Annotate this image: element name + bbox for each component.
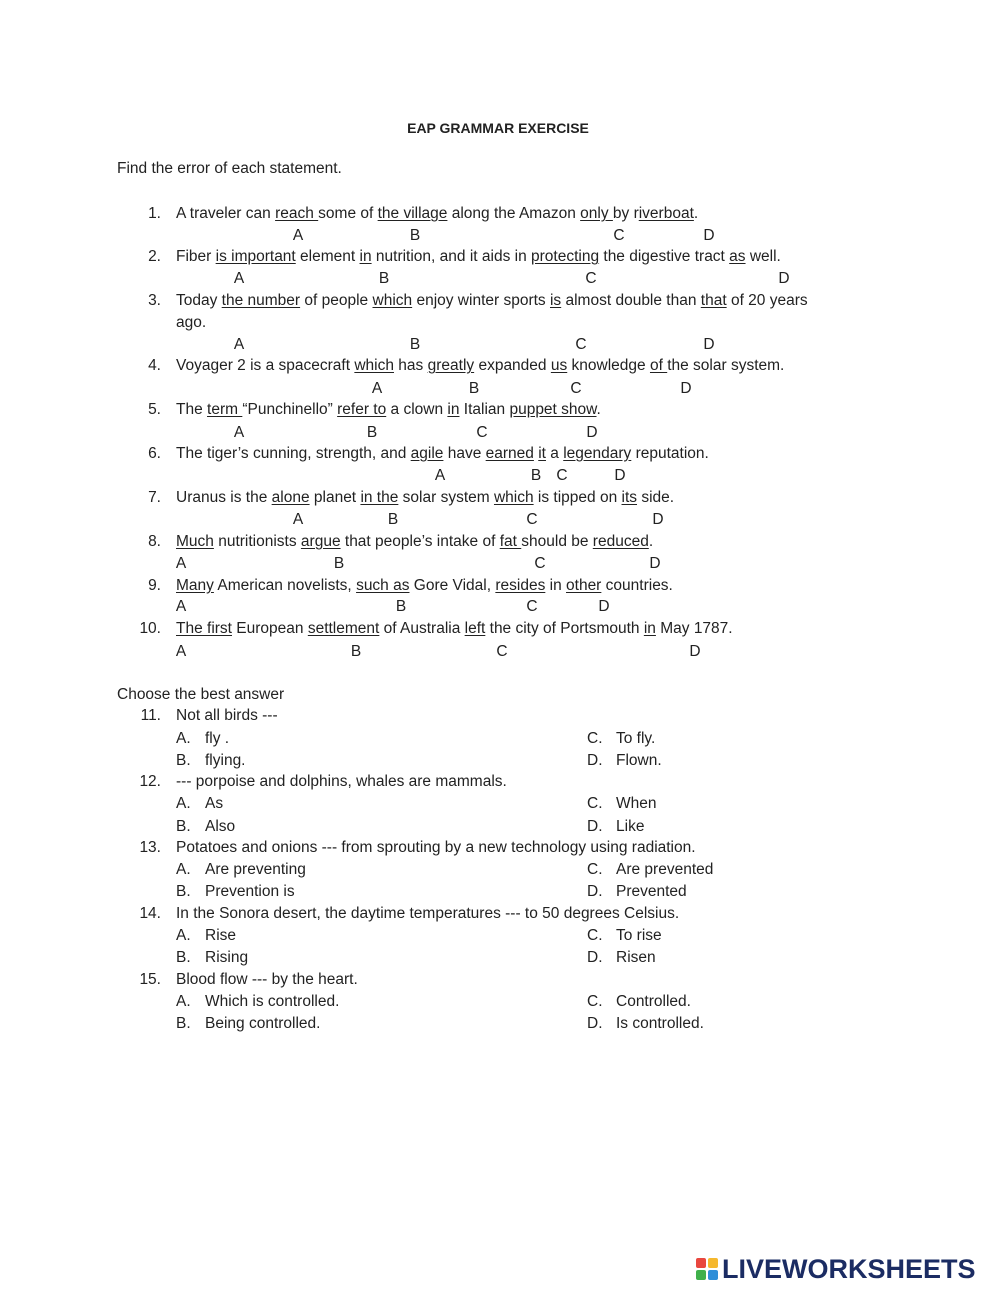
option-letter: A. (176, 795, 191, 812)
text-segment: “Punchinello” (242, 401, 338, 418)
underlined-segment: The first (176, 620, 232, 637)
text-segment: element (295, 248, 360, 265)
underlined-segment: puppet show (509, 401, 597, 418)
choice-letter[interactable]: B (409, 336, 421, 353)
text-segment: has (394, 357, 428, 374)
choice-letter[interactable]: B (395, 598, 407, 615)
option-letter: C. (587, 795, 603, 812)
item-number: 7. (148, 489, 161, 506)
choice-letter[interactable]: C (534, 555, 546, 572)
option-text: Are preventing (205, 861, 306, 878)
option-text: To rise (616, 927, 662, 944)
choice-letter[interactable]: A (434, 467, 446, 484)
text-segment: knowledge (567, 357, 650, 374)
option-letter: D. (587, 949, 603, 966)
option-letter: B. (176, 752, 191, 769)
statement-9 (176, 577, 673, 595)
question-11: Not all birds --- (176, 707, 278, 724)
option-letter: A. (176, 861, 191, 878)
choice-letter[interactable]: B (333, 555, 345, 572)
option-text: flying. (205, 752, 246, 769)
underlined-segment: us (550, 357, 568, 374)
item-number: 15. (139, 971, 161, 988)
option-b[interactable] (176, 1015, 320, 1033)
text-segment: a clown (386, 401, 448, 418)
underlined-segment: earned (485, 445, 534, 462)
text-segment: European (231, 620, 308, 637)
option-b[interactable] (176, 752, 246, 770)
question-15: Blood flow --- by the heart. (176, 971, 358, 988)
text-segment: Voyager 2 is a spacecraft (176, 357, 355, 374)
option-letter: B. (176, 949, 191, 966)
text-segment: Today (176, 292, 222, 309)
option-letter: D. (587, 883, 603, 900)
underlined-segment: protecting (531, 248, 600, 265)
text-segment: planet (309, 489, 361, 506)
option-d[interactable] (587, 752, 662, 770)
underlined-segment: such as (356, 577, 410, 594)
underlined-segment: settlement (307, 620, 380, 637)
underlined-segment: greatly (427, 357, 475, 374)
item-number: 12. (139, 773, 161, 790)
choice-letter[interactable]: D (652, 511, 664, 528)
underlined-segment: only (580, 205, 613, 222)
option-text: Rising (205, 949, 249, 966)
statement-1 (176, 205, 698, 223)
option-letter: C. (587, 993, 603, 1010)
underlined-segment: in (643, 620, 656, 637)
item-number: 4. (148, 357, 161, 374)
choice-letter[interactable]: C (526, 598, 538, 615)
option-text: As (205, 795, 224, 812)
choice-letter[interactable]: C (570, 380, 582, 397)
statement-3 (176, 292, 808, 310)
option-d[interactable] (587, 883, 687, 901)
choice-letter[interactable]: D (598, 598, 610, 615)
option-c[interactable] (587, 730, 655, 748)
option-letter: D. (587, 1015, 603, 1032)
text-segment: A traveler can (176, 205, 276, 222)
choice-letter[interactable]: D (586, 424, 598, 441)
choice-letter[interactable]: D (649, 555, 661, 572)
instruction-find-error: Find the error of each statement. (117, 160, 342, 177)
choice-letter[interactable]: B (468, 380, 480, 397)
text-segment: solar system (398, 489, 494, 506)
option-letter: C. (587, 730, 603, 747)
brand-name: LIVEWORKSHEETS (722, 1254, 976, 1284)
text-segment: the solar system. (667, 357, 785, 374)
option-d[interactable] (587, 818, 644, 836)
choice-letter[interactable]: B (378, 270, 390, 287)
option-letter: A. (176, 730, 191, 747)
text-segment: American novelists, (213, 577, 357, 594)
choice-letter[interactable]: D (614, 467, 626, 484)
item-number: 8. (148, 533, 161, 550)
option-a[interactable] (176, 795, 223, 813)
item-number: 3. (148, 292, 161, 309)
statement-4 (176, 357, 784, 375)
text-segment: nutritionists (213, 533, 301, 550)
text-segment: . (648, 533, 654, 550)
choice-letter[interactable]: B (530, 467, 542, 484)
underlined-segment: alone (271, 489, 310, 506)
underlined-segment: Many (176, 577, 214, 594)
underlined-segment: term (207, 401, 243, 418)
option-text: Controlled. (616, 993, 691, 1010)
option-letter: B. (176, 883, 191, 900)
item-number: 11. (140, 707, 161, 724)
statement-10 (176, 620, 733, 638)
underlined-segment: of (649, 357, 668, 374)
choice-letter[interactable]: A (233, 336, 245, 353)
option-letter: A. (176, 993, 191, 1010)
statement-5 (176, 401, 601, 419)
choice-letter[interactable]: D (703, 336, 715, 353)
item-number: 6. (148, 445, 161, 462)
option-text: Flown. (616, 752, 662, 769)
underlined-segment: resides (495, 577, 546, 594)
text-segment: of people (300, 292, 373, 309)
underlined-segment: iverboat (638, 205, 694, 222)
text-segment: have (443, 445, 486, 462)
option-c[interactable] (587, 993, 691, 1011)
option-b[interactable] (176, 818, 235, 836)
item-number: 14. (139, 905, 161, 922)
underlined-segment: agile (410, 445, 444, 462)
underlined-segment: which (372, 292, 413, 309)
text-segment: along the Amazon (447, 205, 581, 222)
instruction-choose-answer: Choose the best answer (117, 686, 285, 703)
option-text: Prevention is (205, 883, 295, 900)
text-segment: by r (612, 205, 639, 222)
underlined-segment: legendary (563, 445, 632, 462)
option-c[interactable] (587, 795, 657, 813)
question-12: --- porpoise and dolphins, whales are mammals. (176, 773, 507, 790)
option-b[interactable] (176, 883, 295, 901)
option-letter: D. (587, 752, 603, 769)
text-segment: the city of Portsmouth (485, 620, 644, 637)
liveworksheets-logo-icon (696, 1258, 720, 1284)
text-segment: some of (318, 205, 378, 222)
underlined-segment: other (566, 577, 602, 594)
text-segment: Italian (459, 401, 510, 418)
option-text: Being controlled. (205, 1015, 321, 1032)
underlined-segment: in the (360, 489, 399, 506)
choice-letter[interactable]: C (556, 467, 568, 484)
text-segment: well. (745, 248, 781, 265)
statement-8 (176, 533, 653, 551)
text-segment: Uranus is the (176, 489, 272, 506)
text-segment: The (176, 401, 208, 418)
choice-letter[interactable]: A (371, 380, 383, 397)
item-number: 1. (148, 205, 161, 222)
text-segment: May 1787. (655, 620, 733, 637)
choice-letter[interactable]: B (409, 227, 421, 244)
page-title: EAP GRAMMAR EXERCISE (407, 120, 589, 136)
text-segment: countries. (601, 577, 673, 594)
text-segment: a (545, 445, 564, 462)
choice-letter[interactable]: B (387, 511, 399, 528)
choice-letter[interactable]: C (526, 511, 538, 528)
underlined-segment: its (621, 489, 638, 506)
underlined-segment: it (538, 445, 546, 462)
choice-letter[interactable]: B (366, 424, 378, 441)
text-segment: Gore Vidal, (409, 577, 496, 594)
text-segment: of 20 years (726, 292, 808, 309)
option-a[interactable] (176, 730, 229, 748)
option-text: Is controlled. (616, 1015, 704, 1032)
choice-letter[interactable]: C (585, 270, 597, 287)
text-segment: enjoy winter sports (412, 292, 550, 309)
option-letter: A. (176, 927, 191, 944)
option-d[interactable] (587, 949, 656, 967)
choice-letter[interactable]: D (680, 380, 692, 397)
option-text: Rise (205, 927, 237, 944)
underlined-segment: the village (377, 205, 448, 222)
item-number: 9. (148, 577, 161, 594)
text-segment: nutrition, and it aids in (371, 248, 531, 265)
option-a[interactable] (176, 993, 339, 1011)
option-letter: D. (587, 818, 603, 835)
option-d[interactable] (587, 1015, 704, 1033)
underlined-segment: fat (499, 533, 522, 550)
choice-letter[interactable]: A (292, 511, 304, 528)
statement-6 (176, 445, 709, 463)
choice-letter[interactable]: A (292, 227, 304, 244)
text-segment: that people’s intake of (340, 533, 500, 550)
underlined-segment: as (729, 248, 746, 265)
underlined-segment: which (493, 489, 534, 506)
option-text: To fly. (616, 730, 656, 747)
option-letter: B. (176, 818, 191, 835)
option-a[interactable] (176, 927, 236, 945)
underlined-segment: argue (300, 533, 341, 550)
choice-letter[interactable]: C (575, 336, 587, 353)
option-text: fly . (205, 730, 230, 747)
underlined-segment: that (700, 292, 727, 309)
text-segment: should be (521, 533, 593, 550)
option-text: Are prevented (616, 861, 714, 878)
text-segment: of Australia (379, 620, 465, 637)
choice-letter[interactable]: C (613, 227, 625, 244)
text-segment: almost double than (561, 292, 701, 309)
item-number: 10. (139, 620, 161, 637)
choice-letter[interactable]: A (233, 424, 245, 441)
underlined-segment: in (359, 248, 372, 265)
choice-letter[interactable]: D (703, 227, 715, 244)
underlined-segment: reach (275, 205, 319, 222)
underlined-segment: is important (215, 248, 296, 265)
underlined-segment: refer to (337, 401, 387, 418)
underlined-segment: which (354, 357, 394, 374)
option-text: Also (205, 818, 236, 835)
text-segment: The tiger’s cunning, strength, and (176, 445, 411, 462)
underlined-segment: the number (221, 292, 301, 309)
text-segment: . (693, 205, 699, 222)
item-number: 13. (139, 839, 161, 856)
statement-continuation: ago. (176, 314, 207, 331)
option-text: When (616, 795, 657, 812)
choice-letter[interactable]: C (496, 643, 508, 660)
option-letter: C. (587, 927, 603, 944)
text-segment: the digestive tract (599, 248, 730, 265)
choice-letter[interactable]: B (350, 643, 362, 660)
underlined-segment: reduced (592, 533, 649, 550)
statement-7 (176, 489, 674, 507)
question-13: Potatoes and onions --- from sprouting by a new technology using radiation. (176, 839, 696, 856)
text-segment: in (545, 577, 567, 594)
choice-letter[interactable]: C (476, 424, 488, 441)
choice-letter[interactable]: D (689, 643, 701, 660)
option-text: Risen (616, 949, 656, 966)
option-letter: C. (587, 861, 603, 878)
choice-letter[interactable]: A (175, 598, 187, 615)
choice-letter[interactable]: A (233, 270, 245, 287)
item-number: 5. (148, 401, 161, 418)
text-segment: side. (637, 489, 675, 506)
option-text: Which is controlled. (205, 993, 340, 1010)
text-segment: is tipped on (533, 489, 622, 506)
text-segment: reputation. (631, 445, 709, 462)
option-c[interactable] (587, 927, 662, 945)
option-letter: B. (176, 1015, 191, 1032)
question-14: In the Sonora desert, the daytime temperatures --- to 50 degrees Celsius. (176, 905, 680, 922)
statement-2 (176, 248, 781, 266)
underlined-segment: is (549, 292, 562, 309)
underlined-segment: left (464, 620, 486, 637)
option-a[interactable] (176, 861, 306, 879)
underlined-segment: in (447, 401, 460, 418)
text-segment: expanded (474, 357, 551, 374)
choice-letter[interactable]: D (778, 270, 790, 287)
option-text: Like (616, 818, 645, 835)
option-c[interactable] (587, 861, 713, 879)
choice-letter[interactable]: A (175, 555, 187, 572)
option-text: Prevented (616, 883, 687, 900)
underlined-segment: Much (176, 533, 214, 550)
item-number: 2. (148, 248, 161, 265)
option-b[interactable] (176, 949, 248, 967)
text-segment: . (596, 401, 601, 418)
text-segment: Fiber (176, 248, 216, 265)
choice-letter[interactable]: A (175, 643, 187, 660)
